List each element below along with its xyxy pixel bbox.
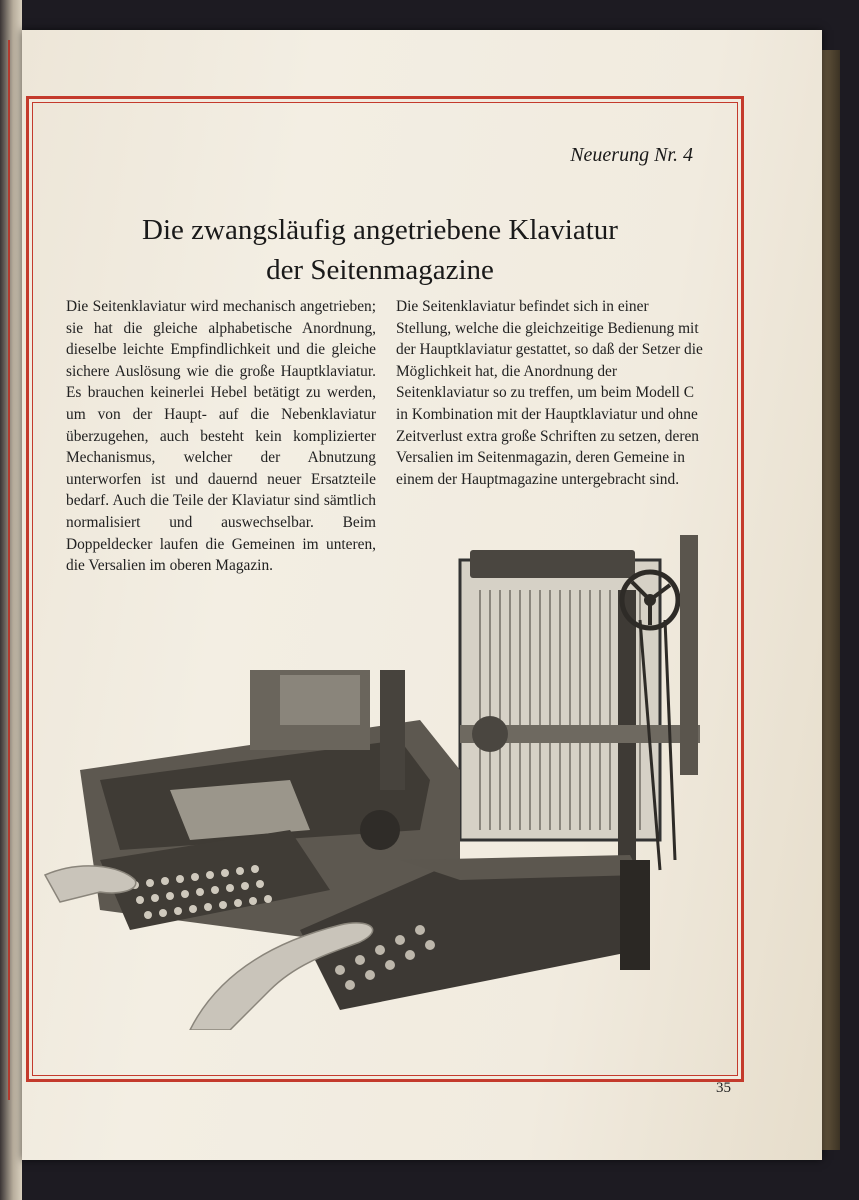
title-line-1: Die zwangsläufig angetriebene Klaviatur (142, 214, 618, 246)
previous-page-edge (0, 0, 22, 1200)
left-paragraph: Die Seitenklaviatur wird mechanisch angetrieben; sie hat die gleiche alphabetische Anordnung, dieselbe leichte Empfindlichkeit und die gleiche sichere Auslösung wie die große Hauptklaviatur. Es brauchen keinerlei Hebel betätigt zu werden, um von der Haupt- auf die Nebenklaviatur überzugehen, auch besteht kein komplizierter Mechanismus, welcher der Abnutzung unterworfen ist und dauernd neuer Ersatzteile bedarf. Auch die Teile der Klaviatur sind sämtlich normalisiert und auswechselbar. Beim Doppeldecker laufen die Gemeinen im unteren, die Versalien im oberen Magazin. (66, 298, 376, 575)
side-magazine (460, 550, 700, 890)
section-label: Neuerung Nr. 4 (570, 144, 693, 166)
right-paragraph: Die Seitenklaviatur befindet sich in einer Stellung, welche die gleichzeitige Bedienung mit der Hauptklaviatur gestattet, so daß der Setzer die Möglichkeit hat, die Anordnung der Seitenklaviatur so zu treffen, um beim Modell C in Kombination mit der Hauptklaviatur und ohne Zeitverlust extra große Schriften zu setzen, deren Versalien im Seitenmagazin, deren Gemeine in einem der Hauptmagazine untergebracht sind. (396, 298, 703, 488)
title-line-2: der Seitenmagazine (266, 254, 494, 286)
book-spine-edge (822, 50, 840, 1150)
page-title (90, 210, 670, 290)
typesetting-machine-illustration (40, 530, 730, 1030)
page-number: 35 (716, 1080, 731, 1096)
right-text-column (396, 296, 706, 490)
